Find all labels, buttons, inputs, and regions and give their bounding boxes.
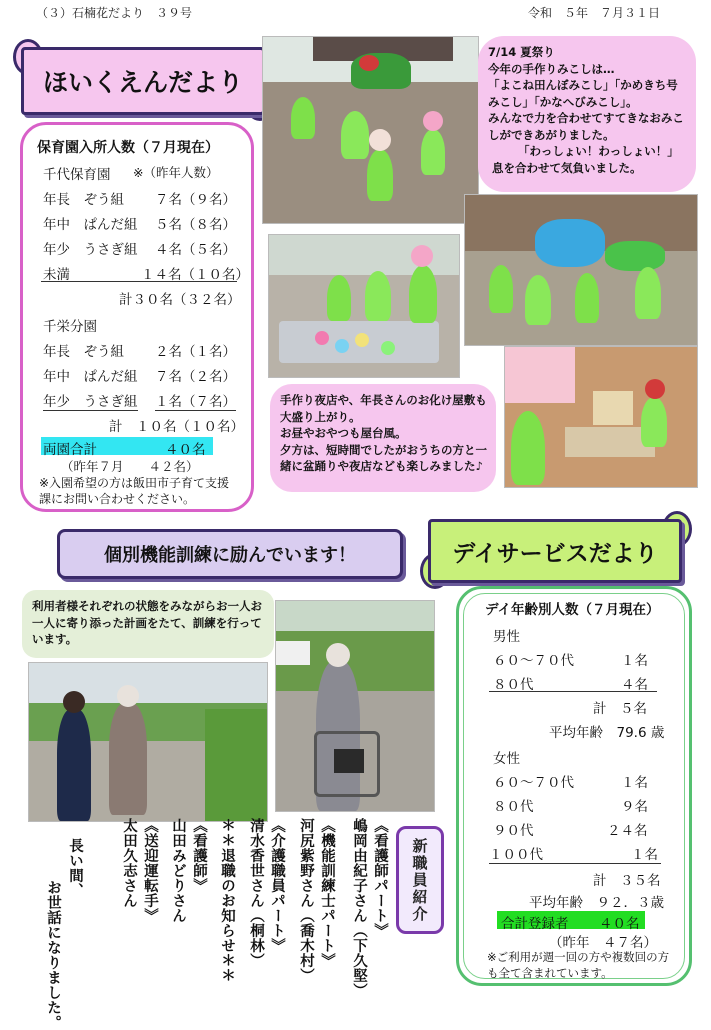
enrollment-box [20, 122, 254, 512]
female-row-label: ６０～７０代 [493, 775, 574, 791]
male-label: 男性 [493, 629, 520, 645]
female-row-label: ９０代 [493, 823, 534, 839]
chiyo-row-value: ５名（８名） [155, 217, 236, 233]
male-average-age: 平均年齢 79.6 歳 [549, 725, 665, 741]
yomise-line: お昼やおやつも屋台風。 [280, 426, 407, 440]
senei-total: 計 １０名（１０名） [109, 419, 244, 435]
natsumatsuri-box [478, 36, 696, 192]
chiyo-note: ※（昨年人数） [133, 165, 219, 180]
water-balloon-photo [268, 234, 460, 378]
yatai-shop-photo [504, 346, 698, 488]
senei-row-label: 年中 ぱんだ組 [43, 369, 138, 385]
staff-column: ＊＊退職のお知らせ＊＊ [219, 818, 235, 983]
dayservice-stats-box [456, 586, 692, 986]
female-row-value: ９名 [621, 799, 648, 815]
male-total: 計 ５名 [593, 701, 647, 717]
staff-column: 《看護師パート》 [372, 818, 388, 938]
senei-row-label: 年少 うさぎ組 [43, 390, 138, 411]
female-row-label: ８０代 [493, 799, 534, 815]
senei-row-value: １名（７名） [155, 390, 236, 411]
male-row-label: ８０代 [493, 677, 534, 693]
enrollment-title: 保育園入所人数（７月現在） [37, 140, 219, 156]
both-total-value: ４０名 [165, 442, 206, 458]
natsumatsuri-line: 今年の手作りみこしは… [488, 61, 615, 76]
natsumatsuri-title: 7/14 夏祭り [488, 45, 555, 59]
female-row-value: ２４名 [607, 823, 648, 839]
senei-row-value: ２名（１名） [155, 344, 236, 360]
natsumatsuri-last: 息を合わせて気負いました。 [492, 160, 642, 175]
male-row-value: １名 [621, 653, 648, 669]
yomise-line: 夕方は、短時間でしたがおうちの方と一緒に盆踊りや夜店なども楽しみました♪ [280, 442, 487, 473]
underline [41, 281, 237, 282]
natsumatsuri-line: みんなで力を合わせてすてきなおみこしができあがりました。 [488, 111, 684, 142]
issue-label: （３）石楠花だより ３９号 [36, 6, 193, 20]
senei-row-label: 年長 ぞう組 [43, 344, 124, 360]
senei-row-value: ７名（２名） [155, 369, 236, 385]
female-average-age: 平均年齢 ９２．３歳 [529, 895, 664, 911]
chiyo-row-label: 未満 [43, 267, 70, 283]
dayservice-banner-title: デイサービスだより [428, 519, 682, 583]
issue-date: 令和 ５年 ７月３１日 [528, 6, 661, 20]
registered-value: ４０名 [599, 916, 640, 932]
kunren-banner-title: 個別機能訓練に励んでいます！ [57, 529, 403, 579]
new-staff-label: 新職員紹介 [410, 837, 429, 923]
chiyo-name: 千代保育園 [43, 167, 111, 183]
registered-label: 合計登録者 [501, 916, 569, 932]
female-row-value: １名 [621, 775, 648, 791]
walking-training-photo [28, 662, 268, 822]
female-total: 計 ３５名 [593, 873, 661, 889]
male-row-label: ６０～７０代 [493, 653, 574, 669]
stats-note: ※ご利用が週一回の方や複数回の方も全て含まれています。 [487, 950, 670, 980]
male-row-value: ４名 [621, 677, 648, 693]
staff-column: 太田久志さん [121, 818, 137, 908]
registered-last-year: （昨年 ４７名） [549, 935, 657, 951]
staff-column: 清水香世さん（桐林） [248, 818, 264, 968]
female-row-label: １００代 [489, 843, 661, 864]
chiyo-row-value: ４名（５名） [155, 242, 236, 258]
staff-column: 嶋岡由紀子さん（下久堅） [351, 818, 367, 998]
staff-column: 河尻紫野さん（喬木村） [298, 818, 314, 983]
stats-title: デイ年齢別人数（７月現在） [485, 602, 660, 618]
yomise-box [270, 384, 496, 492]
hoikuen-banner [13, 37, 275, 123]
chiyo-row-label: 年少 うさぎ組 [43, 242, 138, 258]
female-row-value: １名 [631, 847, 658, 863]
last-year-total: （昨年７月 ４２名） [61, 459, 199, 474]
natsumatsuri-chant: 「わっしょい！わっしょい！」 [518, 144, 679, 158]
staff-column: 山田みどりさん [170, 818, 186, 923]
natsumatsuri-line: 「よこね田んぼみこし」「かめきち号みこし」「かなへびみこし」。 [488, 78, 678, 109]
staff-column: 《機能訓練士パート》 [319, 818, 335, 968]
chiyo-row-label: 年長 ぞう組 [43, 192, 124, 208]
staff-column: 長い間、 [67, 838, 83, 898]
kunren-description: 利用者様それぞれの状態をみながらお一人お一人に寄り添った計画をたて、訓練を行っています。 [22, 590, 274, 658]
enrollment-note: ※入園希望の方は飯田市子育て支援課にお問い合わせください。 [39, 476, 230, 506]
female-label: 女性 [493, 751, 520, 767]
chiyo-row-value: １４名（１０名） [141, 267, 249, 283]
staff-column: お世話になりました。 [45, 880, 61, 1030]
underline [489, 691, 657, 692]
both-total-label: 両園合計 [43, 442, 97, 458]
chiyo-row-label: 年中 ぱんだ組 [43, 217, 138, 233]
dayservice-banner [420, 509, 692, 591]
chiyo-total: 計３０名（３２名） [119, 292, 241, 308]
chiyo-row-value: ７名（９名） [155, 192, 236, 208]
senei-name: 千栄分園 [43, 319, 97, 335]
staff-column: 《介護職員パート》 [269, 818, 285, 953]
yomise-line: 手作り夜店や、年長さんのお化け屋敷も大盛り上がり。 [280, 393, 487, 424]
hoikuen-banner-title: ほいくえんだより [21, 47, 265, 115]
festival-mikoshi-photo [262, 36, 479, 224]
staff-column: 《送迎運転手》 [142, 818, 158, 923]
new-staff-label-box [396, 826, 444, 934]
walker-training-photo [275, 600, 435, 812]
staff-column: 《看護師》 [191, 818, 207, 893]
mikoshi-parade-photo [464, 194, 698, 346]
